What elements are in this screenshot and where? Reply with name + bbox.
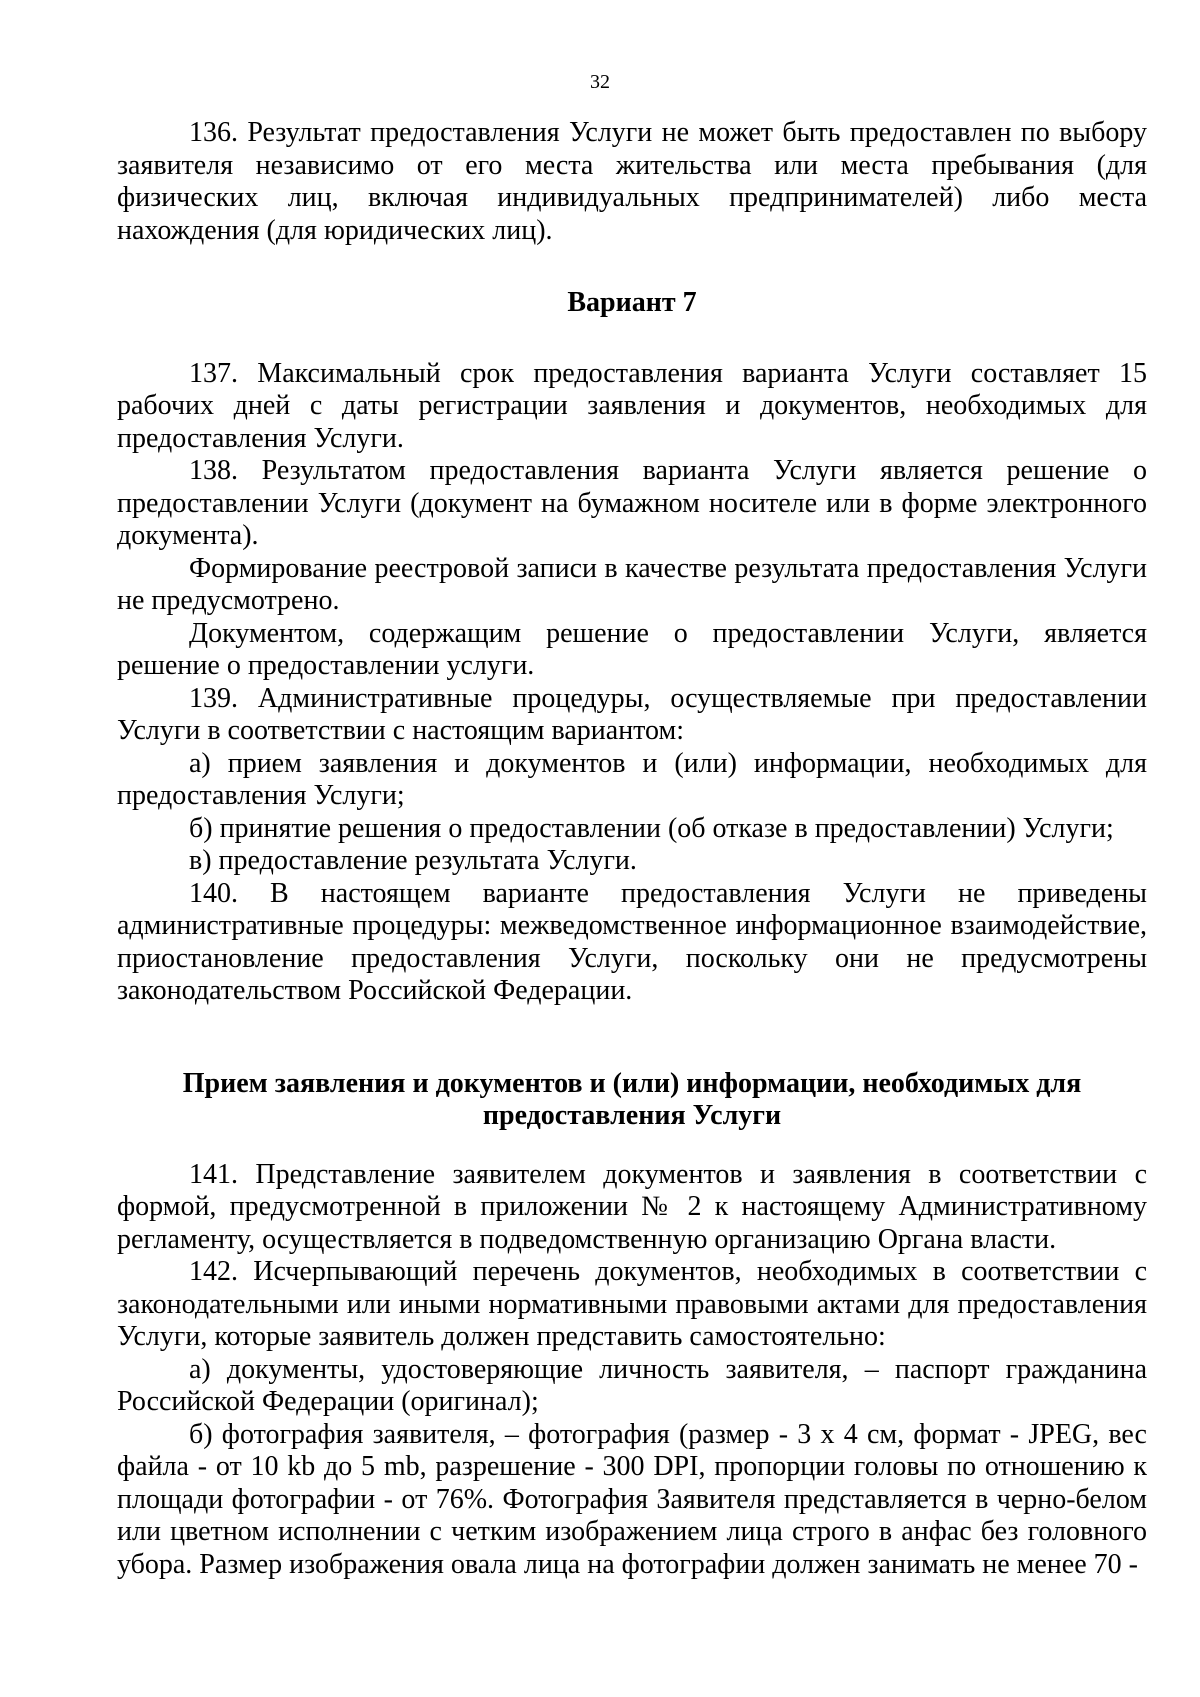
variant-heading: Вариант 7 <box>567 287 697 318</box>
document-body <box>117 117 1147 1581</box>
paragraph-140: 140. В настоящем варианте предоставления Услуги не приведены административные процедуры: межведомственное информационное взаимодействие, приостановление предоставления Услуги, поскольку они не предусмотрены законодательством Российской Федерации. <box>117 877 1147 1006</box>
paragraph-138: 138. Результатом предоставления варианта Услуги является решение о предоставлении Услуги (документ на бумажном носителе или в форме электронного документа). <box>117 455 1147 551</box>
list-item-139-v: в) предоставление результата Услуги. <box>189 845 637 876</box>
list-item-142-b: б) фотография заявителя, – фотография (размер - 3 х 4 см, формат - JPEG, вес файла - от 10 kb до 5 mb, разрешение - 300 DPI, пропорции головы по отношению к площади фотографии - от 76%. Фотография Заявителя представляется в черно-белом или цветном исполнении с четким изображением лица строго в анфас без головного убора. Размер изображения овала лица на фотографии должен занимать не менее 70 - <box>117 1418 1147 1580</box>
paragraph-142: 142. Исчерпывающий перечень документов, необходимых в соответствии с законодательными или иными нормативными правовыми актами для предоставления Услуги, которые заявитель должен представить самостоятельно: <box>117 1256 1147 1352</box>
paragraph-139: 139. Административные процедуры, осуществляемые при предоставлении Услуги в соответствии с настоящим вариантом: <box>117 682 1147 746</box>
paragraph-138-document: Документом, содержащим решение о предоставлении Услуги, является решение о предоставлении услуги. <box>117 617 1147 681</box>
paragraph-137: 137. Максимальный срок предоставления варианта Услуги составляет 15 рабочих дней с даты регистрации заявления и документов, необходимых для предоставления Услуги. <box>117 357 1147 454</box>
paragraph-136: 136. Результат предоставления Услуги не может быть предоставлен по выбору заявителя независимо от его места жительства или места пребывания (для физических лиц, включая индивидуальных предпринимателей) либо места нахождения (для юридических лиц). <box>117 117 1147 246</box>
paragraph-138-registry: Формирование реестровой записи в качестве результата предоставления Услуги не предусмотрено. <box>117 552 1147 616</box>
paragraph-141: 141. Представление заявителем документов и заявления в соответствии с формой, предусмотренной в приложении № 2 к настоящему Административному регламенту, осуществляется в подведомственную организацию Органа власти. <box>117 1158 1147 1255</box>
list-item-139-b: б) принятие решения о предоставлении (об отказе в предоставлении) Услуги; <box>189 812 1114 844</box>
section-heading: Прием заявления и документов и (или) информации, необходимых для предоставления Услуги <box>182 1067 1082 1131</box>
list-item-139-a: а) прием заявления и документов и (или) информации, необходимых для предоставления Услуги; <box>117 747 1147 811</box>
page-number: 32 <box>590 71 610 93</box>
list-item-142-a: а) документы, удостоверяющие личность заявителя, – паспорт гражданина Российской Федерации (оригинал); <box>117 1353 1147 1417</box>
